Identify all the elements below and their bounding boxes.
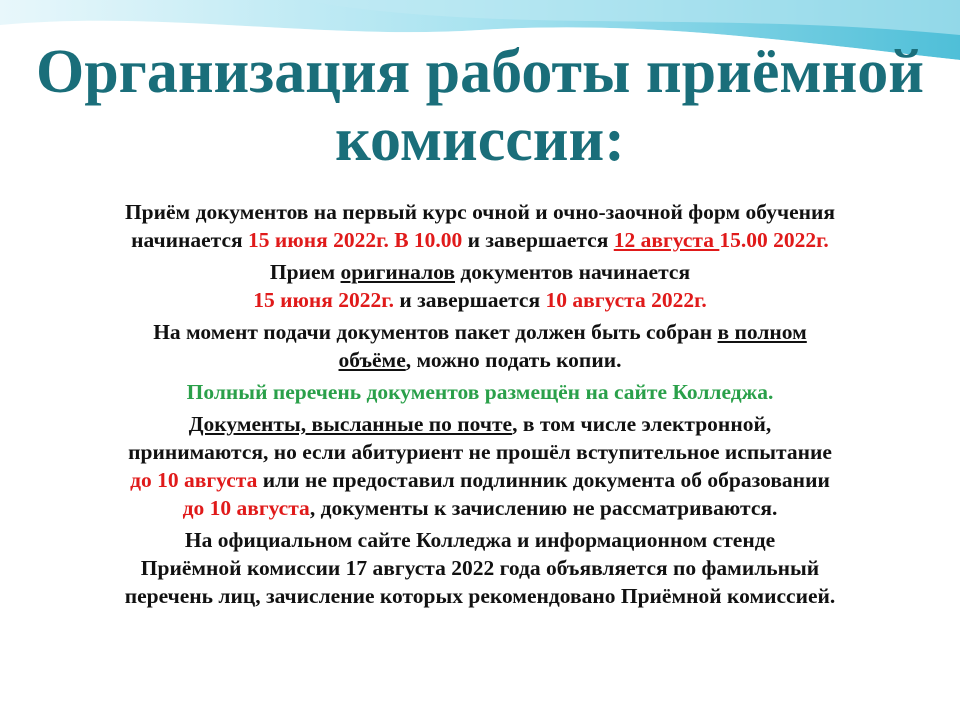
- text: , в том числе электронной,: [512, 412, 772, 436]
- text: документов начинается: [455, 260, 691, 284]
- highlight-date: до 10 августа: [130, 468, 258, 492]
- text: и завершается: [462, 228, 614, 252]
- title-line-1: Организация работы приёмной: [35, 38, 925, 106]
- underlined-text: Документы, высланные по почте: [188, 412, 513, 436]
- page-title: [0, 38, 960, 174]
- text: Прием: [269, 260, 341, 284]
- title-line-2: комиссии:: [335, 106, 625, 174]
- text: или не предоставил подлинник документа об образовании: [257, 468, 830, 492]
- highlight-date: 15 июня 2022г.: [253, 288, 395, 312]
- text: принимаются, но если абитуриент не прошёл вступительное испытание: [128, 440, 832, 464]
- underlined-text: в полном: [717, 320, 807, 344]
- text: , документы к зачислению не рассматриваются.: [309, 496, 778, 520]
- text: начинается: [131, 228, 249, 252]
- text: , можно подать копии.: [405, 348, 622, 372]
- text: и завершается: [394, 288, 546, 312]
- content-body: [28, 198, 932, 610]
- paragraph-enrollment-list: [28, 526, 932, 610]
- paragraph-mail-documents: [28, 410, 932, 522]
- highlight-date: 12 августа: [613, 228, 720, 252]
- highlight-date: 15.00 2022г.: [719, 228, 829, 252]
- text: Приём документов на первый курс очной и очно-заочной форм обучения: [124, 200, 836, 224]
- highlight-date: до 10 августа: [182, 496, 310, 520]
- highlight-date: 10 августа 2022г.: [545, 288, 707, 312]
- paragraph-document-package: [28, 318, 932, 374]
- paragraph-originals: [28, 258, 932, 314]
- paragraph-admission-dates: [28, 198, 932, 254]
- text: Приёмной комиссии 17 августа 2022 года объявляется по фамильный: [140, 556, 820, 580]
- text: На официальном сайте Колледжа и информационном стенде: [184, 528, 776, 552]
- text: перечень лиц, зачисление которых рекомендовано Приёмной комиссией.: [124, 584, 836, 608]
- underlined-text: оригиналов: [340, 260, 456, 284]
- text: На момент подачи документов пакет должен быть собран: [153, 320, 718, 344]
- underlined-text: объёме: [338, 348, 406, 372]
- highlight-date: 15 июня 2022г. В 10.00: [248, 228, 463, 252]
- paragraph-website-note: Полный перечень документов размещён на сайте Колледжа.: [186, 380, 774, 404]
